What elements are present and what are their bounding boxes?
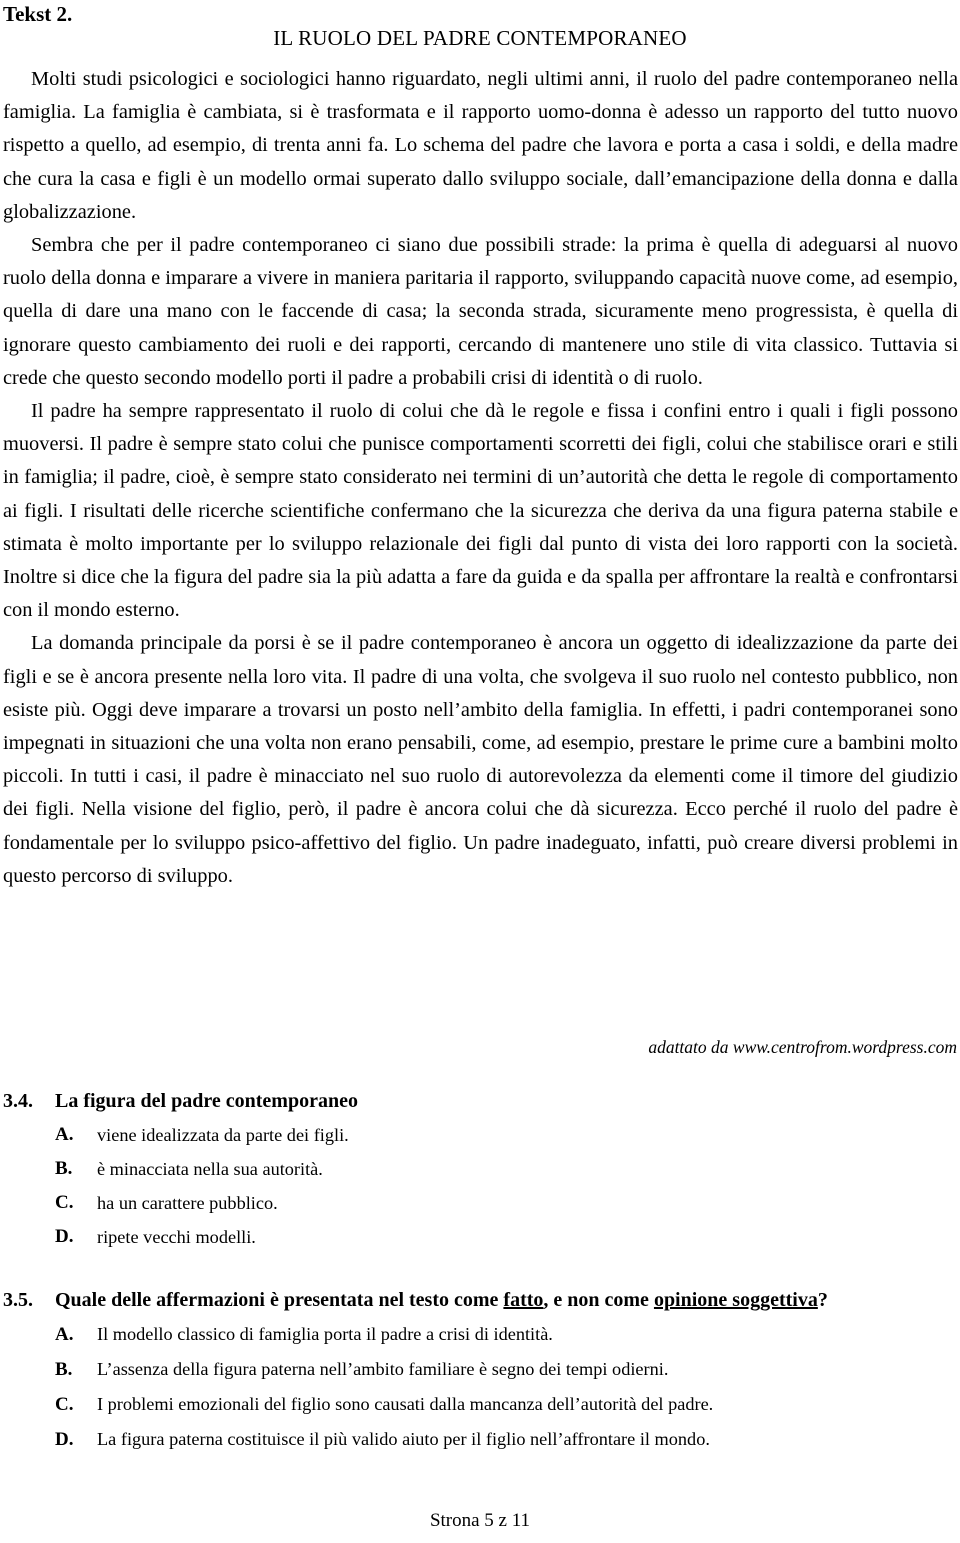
article-paragraph: La domanda principale da porsi è se il padre contemporaneo è ancora un oggetto di idealizzazione da parte dei figli e se è ancora presente nella loro vita. Il padre di una volta, che svolgeva il suo ruolo nel contesto pubblico, non esiste più. Oggi deve imparare a trovarsi un posto nell’ambito della famiglia. In effetti, i padri contemporanei sono impegnati in situazioni che una volta non erano pensabili, come, ad esempio, prestare le prime cure a bambini molto piccoli. In tutti i casi, il padre è minacciato nel suo ruolo di autorevolezza da elementi come il timore del giudizio dei figli. Nella visione del figlio, però, il padre è ancora colui che dà sicurezza. Ecco perché il ruolo del padre è fondamentale per lo sviluppo psico-affettivo del figlio. Un padre inadeguato, infatti, può creare diversi problemi in questo percorso di sviluppo. — [3, 632, 958, 887]
answer-option-a[interactable] — [3, 1118, 958, 1152]
option-letter: B. — [55, 1359, 73, 1380]
question-text-part: ? — [817, 1289, 828, 1311]
source-citation: adattato da www.centrofrom.wordpress.com — [648, 1037, 957, 1057]
option-letter: A. — [55, 1124, 74, 1145]
article-paragraph: Il padre ha sempre rappresentato il ruolo di colui che dà le regole e fissa i confini entro i quali i figli possono muoversi. Il padre è sempre stato colui che punisce comportamenti scorretti dei figli, colui che stabilisce orari e stili in famiglia; il padre, cioè, è sempre stato considerato nei termini di un’autorità che detta le regole di comportamento ai figli. I risultati delle ricerche scientifiche confermano che la sicurezza che deriva da una figura paterna stabile e stimata è molto importante per lo sviluppo relazionale dei figli dal punto di vista dei loro rapporti con la società. Inoltre si dice che la figura del padre sia la più adatta a fare da guida e da spalla per affrontare la realtà e confrontarsi con il mondo esterno. — [3, 400, 958, 622]
question-header — [3, 1283, 958, 1317]
option-text: I problemi emozionali del figlio sono causati dalla mancanza dell’autorità del padre. — [97, 1394, 714, 1414]
article-paragraph: Molti studi psicologici e sociologici hanno riguardato, negli ultimi anni, il ruolo del padre contemporaneo nella famiglia. La famiglia è cambiata, si è trasformata e il rapporto uomo-donna è adesso un rapporto del tutto nuovo rispetto a quello, ad esempio, di trenta anni fa. Lo schema del padre che lavora e porta a casa i soldi, e della madre che cura la casa e figli è un modello ormai superato dallo sviluppo sociale, dall’emancipazione della donna e dalla globalizzazione. — [3, 68, 958, 223]
answer-option-d[interactable] — [3, 1422, 958, 1457]
answer-option-c[interactable] — [3, 1387, 958, 1422]
page-number: Strona 5 z 11 — [429, 1510, 531, 1531]
option-letter: C. — [55, 1394, 74, 1415]
option-text: ha un carattere pubblico. — [97, 1193, 278, 1213]
option-text: L’assenza della figura paterna nell’ambito familiare è segno dei tempi odierni. — [97, 1359, 669, 1379]
option-text: è minacciata nella sua autorità. — [97, 1159, 323, 1179]
option-letter: A. — [55, 1324, 74, 1345]
option-text: viene idealizzata da parte dei figli. — [97, 1125, 349, 1145]
answer-option-b[interactable] — [3, 1152, 958, 1186]
question-3-4 — [3, 1084, 958, 1254]
question-number: 3.5. — [3, 1289, 33, 1311]
option-letter: C. — [55, 1192, 74, 1213]
answer-option-b[interactable] — [3, 1352, 958, 1387]
question-header — [3, 1084, 958, 1118]
answer-option-c[interactable] — [3, 1186, 958, 1220]
option-letter: B. — [55, 1158, 73, 1179]
article-body — [3, 63, 958, 893]
article-title: IL RUOLO DEL PADRE CONTEMPORANEO — [273, 26, 687, 50]
question-3-5 — [3, 1283, 958, 1457]
option-letter: D. — [55, 1429, 74, 1450]
question-text-part: Quale delle affermazioni è presentata nel testo come — [55, 1289, 504, 1311]
option-text: La figura paterna costituisce il più valido aiuto per il figlio nell’affrontare il mondo. — [97, 1429, 710, 1449]
underlined-fact: fatto — [503, 1289, 544, 1311]
question-number: 3.4. — [3, 1090, 33, 1112]
question-text: La figura del padre contemporaneo — [55, 1090, 358, 1112]
question-text-part: , e non come — [543, 1289, 654, 1311]
option-letter: D. — [55, 1226, 74, 1247]
question-text — [55, 1283, 828, 1317]
text-label: Tekst 2. — [3, 2, 73, 26]
underlined-opinion: opinione soggettiva — [653, 1289, 818, 1311]
option-text: ripete vecchi modelli. — [97, 1227, 256, 1247]
article-paragraph: Sembra che per il padre contemporaneo ci siano due possibili strade: la prima è quella di adeguarsi al nuovo ruolo della donna e imparare a vivere in maniera paritaria il rapporto, sviluppando capacità nuove come, ad esempio, quella di dare una mano con le faccende di casa; la seconda strada, sicuramente meno progressista, è quella di ignorare questo cambiamento dei ruoli e dei rapporti, cercando di mantenere uno stile di vita classico. Tuttavia si crede che questo secondo modello porti il padre a probabili crisi di identità o di ruolo. — [3, 234, 958, 389]
option-text: Il modello classico di famiglia porta il padre a crisi di identità. — [97, 1324, 553, 1344]
answer-option-d[interactable] — [3, 1220, 958, 1254]
answer-option-a[interactable] — [3, 1317, 958, 1352]
